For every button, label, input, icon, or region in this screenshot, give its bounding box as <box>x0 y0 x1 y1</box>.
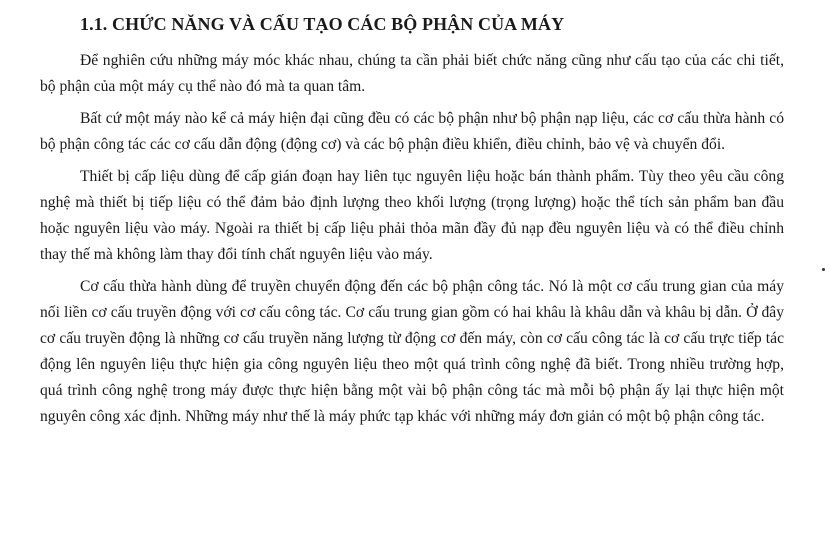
scan-speck <box>822 268 825 271</box>
paragraph-machine-parts: Bất cứ một máy nào kể cả máy hiện đại cũng đều có các bộ phận như bộ phận nạp liệu, các cơ cấu thừa hành có bộ phận công tác các cơ cấu dẫn động (động cơ) và các bộ phận điều khiển, điều chỉnh, bảo vệ và chuyển đổi. <box>40 110 784 153</box>
section-heading: 1.1. CHỨC NĂNG VÀ CẤU TẠO CÁC BỘ PHẬN CỦA MÁY <box>80 14 565 34</box>
paragraph-actuating-mechanism: Cơ cấu thừa hành dùng để truyền chuyển động đến các bộ phận công tác. Nó là một cơ cấu trung gian của máy nối liền cơ cấu truyền động với cơ cấu công tác. Cơ cấu trung gian gồm có hai khâu là khâu dẫn và khâu bị dẫn. Ở đây cơ cấu truyền động là những cơ cấu truyền năng lượng từ động cơ đến máy, còn cơ cấu công tác là cơ cấu trực tiếp tác động lên nguyên liệu thực hiện gia công nguyên liệu theo một quá trình công nghệ đã biết. Trong nhiều trường hợp, quá trình công nghệ trong máy được thực hiện bằng một vài bộ phận công tác mà mỗi bộ phận ấy lại thực hiện một nguyên công xác định. Những máy như thế là máy phức tạp khác với những máy đơn giản có một bộ phận công tác. <box>40 278 784 425</box>
paragraph-feeding-device: Thiết bị cấp liệu dùng để cấp gián đoạn hay liên tục nguyên liệu hoặc bán thành phẩm. Tùy theo yêu cầu công nghệ mà thiết bị tiếp liệu có thể đảm bảo định lượng theo khối lượng (trọng lượng) hoặc thể tích sản phẩm ban đầu hoặc nguyên liệu vào máy. Ngoài ra thiết bị cấp liệu phải thỏa mãn đầy đủ nạp đều nguyên liệu và có thể điều chỉnh thay thế mà không làm thay đổi tính chất nguyên liệu vào máy. <box>40 168 784 263</box>
paragraph-intro: Để nghiên cứu những máy móc khác nhau, chúng ta cần phải biết chức năng cũng như cấu tạo của các chi tiết, bộ phận của một máy cụ thể nào đó mà ta quan tâm. <box>40 52 784 95</box>
